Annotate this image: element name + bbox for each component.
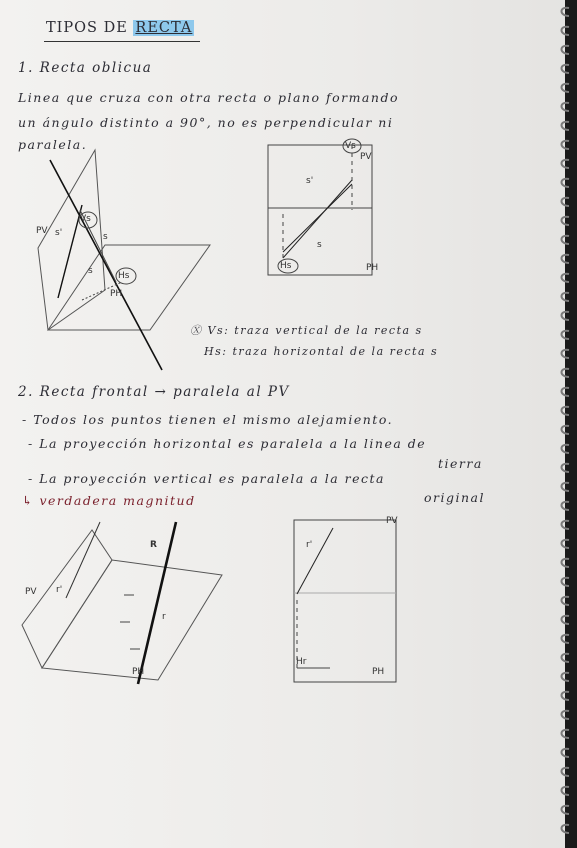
fig2-diagram	[268, 139, 372, 275]
fig3-r-bold-label: R	[150, 540, 157, 550]
fig1-s2-label: s	[88, 266, 93, 276]
fig2-hs-label: Hs	[280, 261, 292, 271]
legend-line1-text: Vs: traza vertical de la recta s	[207, 324, 423, 337]
fig1-s-label: s	[103, 232, 108, 242]
section1-line2: un ángulo distinto a 90°, no es perpendicular ni	[18, 115, 394, 130]
fig4-ph-label: PH	[372, 667, 385, 677]
title-highlight: RECTA	[135, 20, 193, 36]
fig4-r-prime-label: r'	[306, 540, 313, 550]
fig4-pv-label: PV	[386, 516, 398, 526]
section2-note: ↳ verdadera magnitud	[22, 493, 196, 508]
fig2-s-label: s	[317, 240, 322, 250]
section1-line1: Linea que cruza con otra recta o plano formando	[18, 90, 399, 105]
fig3-pv-label: PV	[25, 587, 37, 597]
fig1-vs-label: Vs	[80, 214, 91, 224]
fig4-hr-label: Hr	[296, 657, 307, 667]
legend-symbol: Ⓧ	[190, 324, 203, 337]
spiral-binding	[547, 0, 577, 848]
fig1-diagram	[38, 150, 210, 370]
fig2-pv-label: PV	[360, 152, 372, 162]
section2-bullet1: - Todos los puntos tienen el mismo alejamiento.	[22, 412, 394, 427]
section2-bullet2-cont: tierra	[438, 456, 483, 471]
fig1-s-prime-label: s'	[55, 228, 63, 238]
legend-line2: Hs: traza horizontal de la recta s	[204, 345, 439, 358]
fig1-ph-label: PH	[110, 289, 123, 299]
section1-line3: paralela.	[18, 137, 88, 152]
section2-bullet3-cont: original	[424, 490, 485, 505]
section2-bullet2: - La proyección horizontal es paralela a la linea de	[28, 436, 427, 451]
section2-heading: 2. Recta frontal → paralela al PV	[18, 384, 290, 400]
legend-line1	[190, 322, 423, 338]
fig2-ph-label: PH	[366, 263, 379, 273]
fig3-r-prime-label: r'	[56, 585, 63, 595]
section1-heading: 1. Recta oblicua	[18, 60, 153, 76]
fig3-ph-label: PH	[132, 667, 145, 677]
fig3-r-label: r	[162, 612, 166, 622]
fig2-vs-label: Vs	[345, 141, 356, 151]
fig3-diagram	[22, 522, 222, 684]
fig1-hs-label: Hs	[118, 271, 130, 281]
fig2-s-prime-label: s'	[306, 176, 314, 186]
title-prefix: TIPOS DE	[46, 20, 128, 36]
fig1-pv-label: PV	[36, 226, 48, 236]
section2-bullet3: - La proyección vertical es paralela a la recta	[28, 471, 385, 486]
